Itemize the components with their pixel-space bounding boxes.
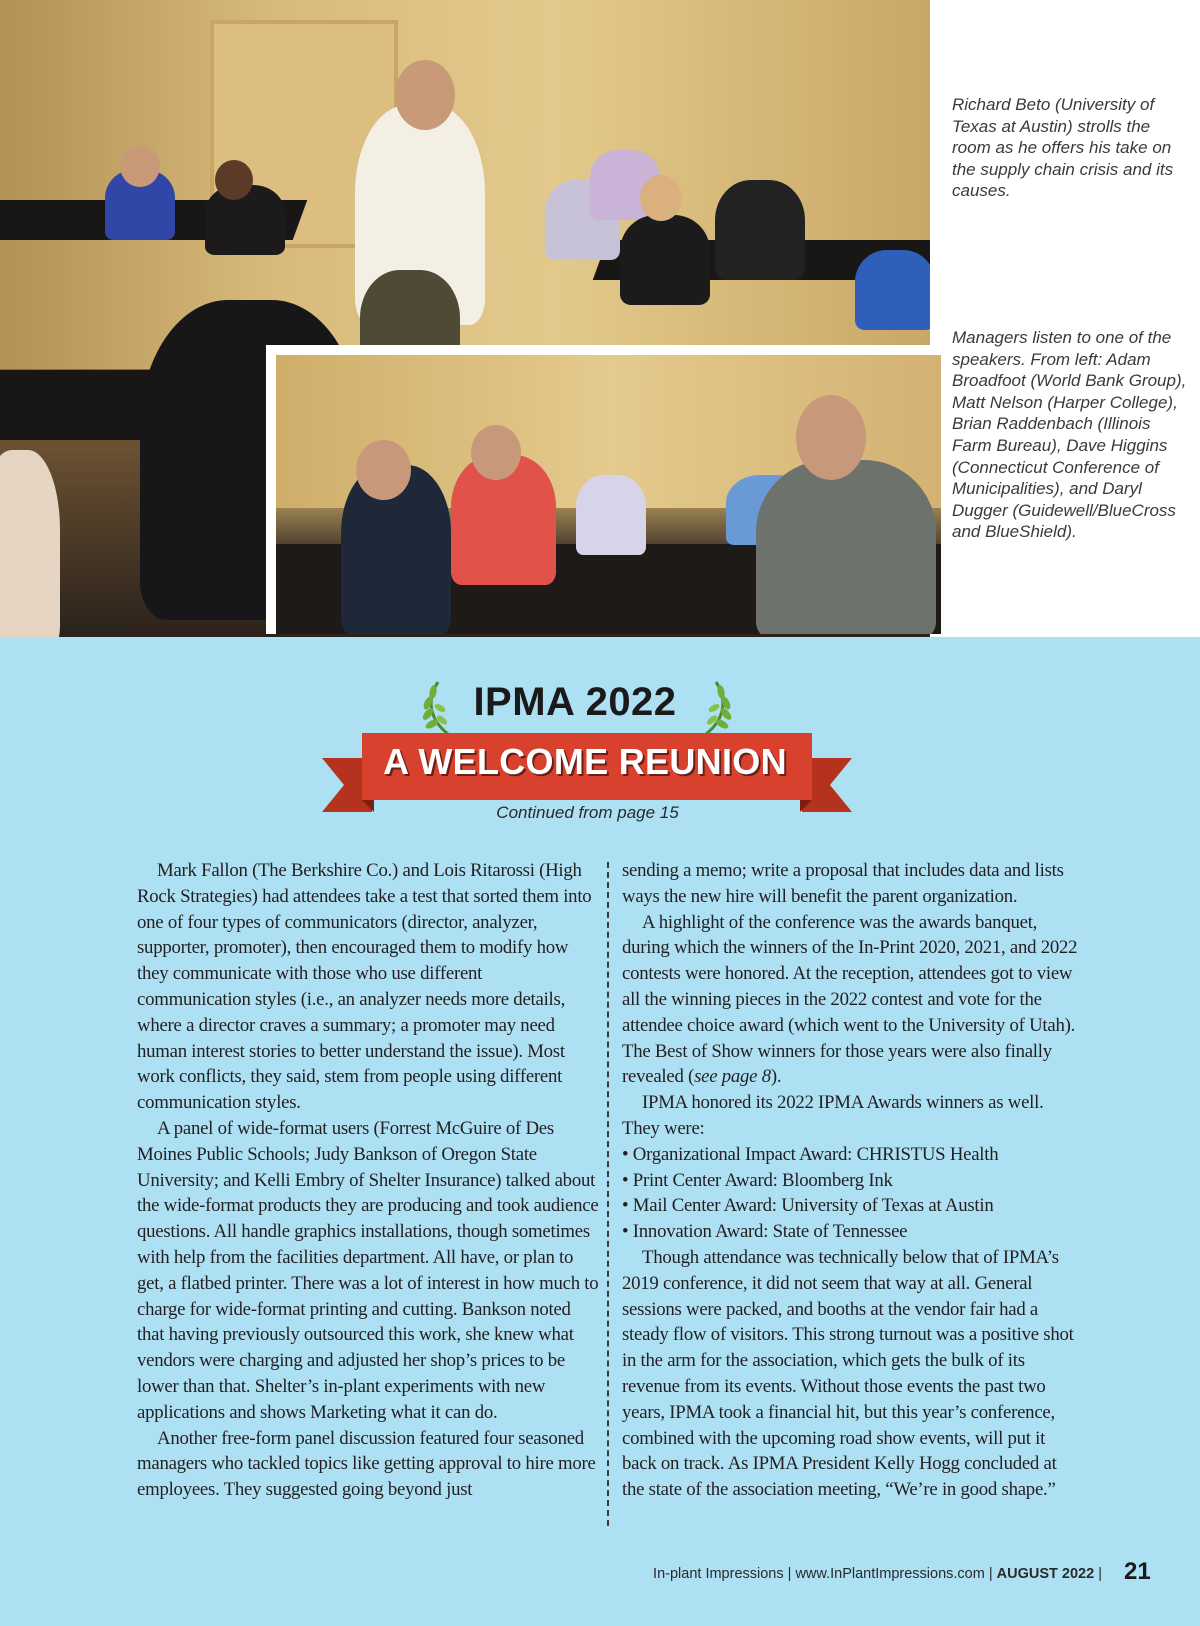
photo-head — [796, 395, 866, 480]
paragraph-text: A highlight of the conference was the awards banquet, during which the winners of the In-Print 2020, 2021, and 2022 contests were honored. At the reception, attendees got to view all the winning pieces in the 2022 contest and vote for the attendee choice award (which went to the University of Utah). The Best of Show winners for those years were also finally revealed ( — [622, 911, 1078, 1088]
left-column — [137, 858, 599, 1503]
photo-attendee — [855, 250, 930, 330]
footer-separator: | — [1098, 1566, 1102, 1582]
website-link[interactable]: www.InPlantImpressions.com — [795, 1566, 985, 1582]
continued-note: Continued from page 15 — [496, 803, 679, 822]
column-divider — [607, 862, 609, 1526]
paragraph: sending a memo; write a proposal that includes data and lists ways the new hire will benefit the parent organization. — [622, 860, 1064, 907]
publication-name: In-plant Impressions — [653, 1566, 784, 1582]
page-number: 21 — [1124, 1558, 1151, 1585]
photo-attendee — [576, 475, 646, 555]
paragraph: IPMA honored its 2022 IPMA Awards winners as well. They were: — [622, 1092, 1044, 1139]
footer-text — [653, 1566, 1102, 1582]
photo-attendee — [715, 180, 805, 280]
photo-attendee — [620, 215, 710, 305]
inset-photo-caption: Managers listen to one of the speakers. From left: Adam Broadfoot (World Bank Group), Matt Nelson (Harper College), Brian Raddenbach (Illinois Farm Bureau), Dave Higgins (Connecticut Conference of Municipalities), and Daryl Dugger (Guidewell/BlueCross and BlueShield). — [952, 328, 1187, 542]
paragraph-text: ). — [770, 1066, 782, 1088]
inset-photo — [266, 345, 941, 634]
ribbon-headline: A WELCOME REUNION — [383, 741, 787, 782]
paragraph: Another free-form panel discussion featured four seasoned managers who tackled topics like getting approval to hire more employees. They suggested going beyond just — [137, 1427, 596, 1501]
paragraph: Though attendance was technically below that of IPMA’s 2019 conference, it did not seem that way at all. General sessions were packed, and booths at the vendor fair had a steady flow of visitors. This strong turnout was a positive shot in the arm for the association, which gets the bulk of its revenue from its events. Without those events the past two years, IPMA took a financial hit, but this year’s conference, combined with the upcoming road show events, will put it back on track. As IPMA President Kelly Hogg concluded at the state of the association meeting, “We’re in good shape.” — [622, 1246, 1074, 1501]
paragraph — [622, 910, 1082, 1091]
right-column — [622, 858, 1082, 1503]
awards-list — [622, 1142, 1082, 1245]
photo-head — [215, 160, 253, 200]
paragraph: Mark Fallon (The Berkshire Co.) and Lois Ritarossi (High Rock Strategies) had attendees take a test that sorted them into one of four types of communicators (director, analyzer, supporter, promoter), then encouraged them to modify how they communicate with those who use different communication styles (i.e., an analyzer needs more details, where a director craves a summary; a promoter may need human interest stories to better understand the issue). Most work conflicts, they said, stem from people using different communication styles. — [137, 860, 592, 1114]
photo-head — [356, 440, 411, 500]
list-item: • Innovation Award: State of Tennessee — [622, 1219, 1082, 1245]
page-reference: see page 8 — [694, 1066, 771, 1088]
footer-separator: | — [988, 1566, 993, 1582]
footer-separator: | — [787, 1566, 792, 1582]
issue-date: AUGUST 2022 — [996, 1566, 1095, 1582]
photo-head — [640, 175, 682, 221]
top-photo-caption: Richard Beto (University of Texas at Austin) strolls the room as he offers his take on the supply chain crisis and its causes. — [952, 95, 1174, 201]
banner-title: IPMA 2022 — [473, 680, 677, 724]
page-footer — [0, 1558, 1200, 1590]
list-item: • Print Center Award: Bloomberg Ink — [622, 1168, 1082, 1194]
photo-head — [395, 60, 455, 130]
photo-foreground-person — [0, 450, 60, 637]
photo-attendee — [756, 460, 936, 634]
photo-head — [471, 425, 521, 480]
list-item: • Organizational Impact Award: CHRISTUS Health — [622, 1142, 1082, 1168]
paragraph: A panel of wide-format users (Forrest McGuire of Des Moines Public Schools; Judy Bankson of Oregon State University; and Kelli Embry of Shelter Insurance) talked about the wide-format products they are producing and took audience questions. All handle graphics installations, though sometimes with help from the facilities department. All have, or plan to get, a flatbed printer. There was a lot of interest in how much to charge for wide-format printing and cutting. Bankson noted that having previously outsourced this work, she knew what vendors were charging and adjusted her shop’s prices to be lower than that. Shelter’s in-plant experiments with new applications and shows Marketing what it can do. — [137, 1117, 599, 1423]
photo-head — [120, 145, 160, 187]
list-item: • Mail Center Award: University of Texas at Austin — [622, 1193, 1082, 1219]
